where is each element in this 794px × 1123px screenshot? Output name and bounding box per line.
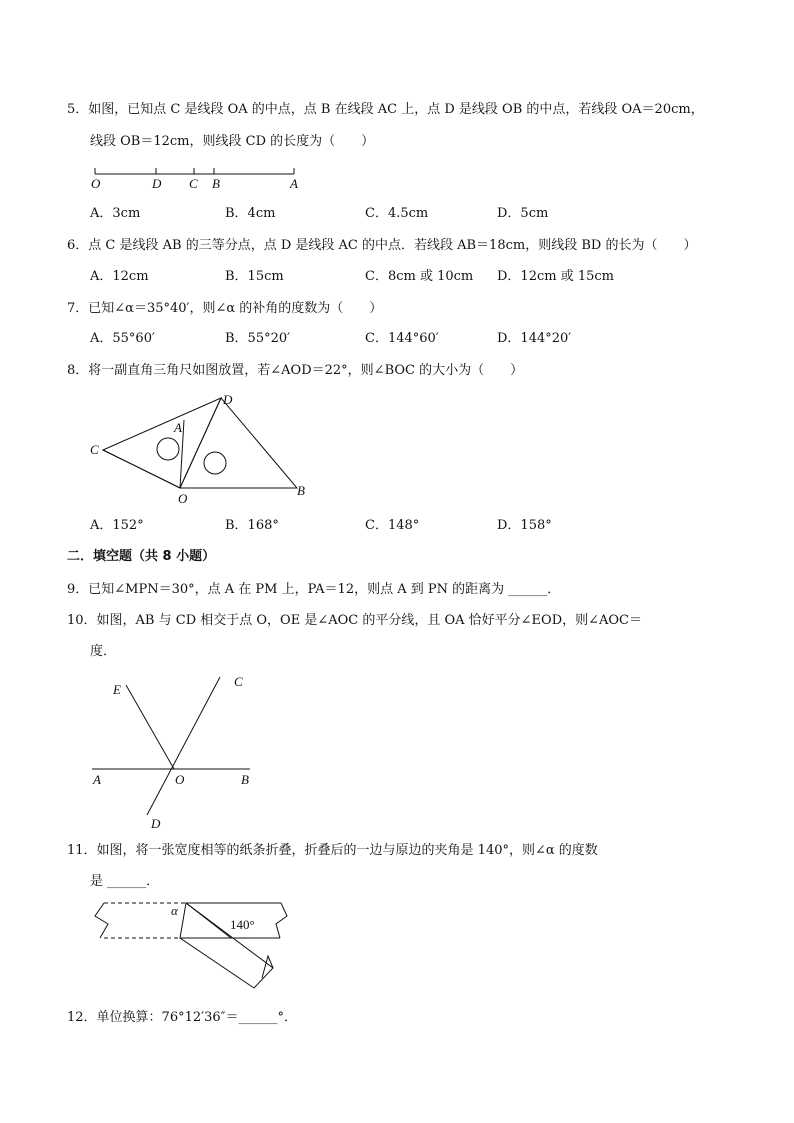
q6-option-d[interactable]: D．12cm 或 15cm <box>497 269 614 284</box>
q8-option-d[interactable]: D．158° <box>497 518 552 533</box>
q5-text-line2: 线段 OB＝12cm，则线段 CD 的长度为（ ） <box>90 134 375 149</box>
q11-label-140: 140° <box>230 917 255 932</box>
q11-text-line2: 是 ______． <box>90 874 160 889</box>
q8-triangle-rulers-figure <box>85 388 325 513</box>
q12-text-line1: 12．单位换算：76°12′36″＝______°． <box>67 1010 297 1025</box>
q10-label-e: E <box>113 682 121 697</box>
q10-intersecting-lines-figure <box>90 672 270 832</box>
q11-text-line1: 11．如图，将一张宽度相等的纸条折叠，折叠后的一边与原边的夹角是 140°，则∠α 的度数 <box>67 843 598 858</box>
q5-text-line1: 5．如图，已知点 C 是线段 OA 的中点，点 B 在线段 AC 上，点 D 是线段 OB 的中点，若线段 OA＝20cm， <box>67 102 704 117</box>
q6-option-a[interactable]: A．12cm <box>90 269 149 284</box>
q8-option-a[interactable]: A．152° <box>90 518 144 533</box>
q5-label-d: D <box>152 176 162 191</box>
q5-option-a[interactable]: A．3cm <box>90 206 141 221</box>
q8-label-a: A <box>174 420 182 435</box>
q8-label-b: B <box>297 483 305 498</box>
q5-label-a: A <box>290 176 298 191</box>
q5-label-c: C <box>189 176 198 191</box>
q8-label-o: O <box>178 491 188 506</box>
q5-label-b: B <box>212 176 220 191</box>
q5-label-o: O <box>91 176 101 191</box>
q6-text-line1: 6．点 C 是线段 AB 的三等分点，点 D 是线段 AC 的中点．若线段 AB＝18cm，则线段 BD 的长为（ ） <box>67 238 697 253</box>
q6-option-b[interactable]: B．15cm <box>225 269 284 284</box>
q7-option-b[interactable]: B．55°20′ <box>225 331 291 346</box>
q10-label-o: O <box>175 772 185 787</box>
q10-label-b: B <box>241 772 249 787</box>
q5-option-c[interactable]: C．4.5cm <box>365 206 429 221</box>
q8-label-c: C <box>90 442 99 457</box>
q7-option-c[interactable]: C．144°60′ <box>365 331 439 346</box>
q9-text-line1: 9．已知∠MPN＝30°，点 A 在 PM 上，PA＝12，则点 A 到 PN 的距离为 ______． <box>67 582 561 597</box>
q8-option-b[interactable]: B．168° <box>225 518 279 533</box>
q6-option-c[interactable]: C．8cm 或 10cm <box>365 269 474 284</box>
q8-option-c[interactable]: C．148° <box>365 518 420 533</box>
q5-segment-figure <box>88 160 308 196</box>
q10-label-a: A <box>93 772 101 787</box>
q10-text-line1: 10．如图，AB 与 CD 相交于点 O，OE 是∠AOC 的平分线，且 OA 恰好平分∠EOD，则∠AOC＝ <box>67 613 642 628</box>
q8-label-d: D <box>223 392 233 407</box>
q10-label-d: D <box>151 816 161 831</box>
q7-option-a[interactable]: A．55°60′ <box>90 331 155 346</box>
q7-text-line1: 7．已知∠α＝35°40′，则∠α 的补角的度数为（ ） <box>67 301 383 316</box>
q10-text-line2: 度． <box>90 644 117 659</box>
q11-label-alpha: α <box>171 903 178 918</box>
q5-option-d[interactable]: D．5cm <box>497 206 549 221</box>
q7-option-d[interactable]: D．144°20′ <box>497 331 572 346</box>
q8-text-line1: 8．将一副直角三角尺如图放置，若∠AOD＝22°，则∠BOC 的大小为（ ） <box>67 363 524 378</box>
section-heading-fill-blank: 二．填空题（共 8 小题） <box>67 549 216 564</box>
q11-folded-strip-figure <box>90 898 300 993</box>
q5-option-b[interactable]: B．4cm <box>225 206 276 221</box>
q10-label-c: C <box>234 674 243 689</box>
